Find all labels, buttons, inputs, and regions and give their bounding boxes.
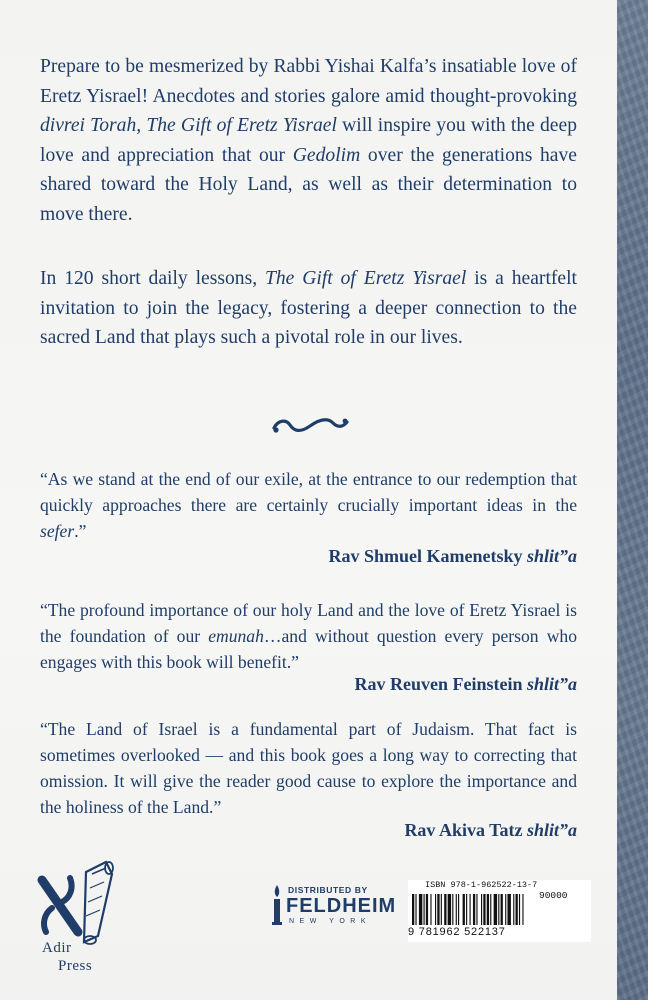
endorser-honorific: shlit”a	[526, 546, 577, 566]
barcode-bar	[522, 894, 523, 925]
endorser-honorific: shlit”a	[526, 674, 577, 694]
endorsement-attribution-2	[354, 672, 577, 696]
barcode-bar	[456, 894, 457, 925]
italic-text-segment: Gedolim	[292, 144, 361, 166]
barcode-bar	[426, 894, 428, 925]
barcode-bar	[448, 894, 451, 925]
text-segment: …and without question every person who engages with this book will benefit.”	[40, 626, 577, 672]
barcode-bar	[412, 894, 414, 925]
barcode-bar	[516, 894, 518, 925]
text-segment: over the generations have shared toward the Holy Land, as well as their determination to move there.	[40, 144, 577, 225]
barcode-bar	[507, 894, 510, 925]
barcode-digits: 9 781962 522137	[408, 926, 506, 938]
text-segment: “The Land of Israel is a fundamental part of Judaism. That fact is sometimes overlooked — and this book goes a long way to correcting that omission. It will give the reader good cause to explore the importance and the holiness of the Land.”	[40, 719, 577, 817]
barcode-bar	[490, 894, 491, 925]
endorsement-quote-3	[40, 716, 577, 820]
endorser-name: Rav Akiva Tatz	[404, 820, 523, 840]
barcode-bar	[463, 894, 465, 925]
endorsement-attribution-3	[404, 818, 577, 842]
isbn-label: ISBN 978-1-962522-13-7	[425, 880, 538, 890]
italic-text-segment: sefer	[40, 521, 75, 541]
italic-text-segment: divrei Torah, The Gift of Eretz Yisrael	[40, 115, 337, 137]
barcode-bar	[415, 894, 416, 925]
feldheim-candle-icon	[270, 883, 284, 927]
barcode-bar	[430, 894, 431, 925]
endorser-honorific: shlit”a	[526, 820, 577, 840]
barcode-bar	[437, 894, 439, 925]
barcode-bar	[473, 894, 475, 925]
barcode-bar	[501, 894, 503, 925]
barcode-bar	[513, 894, 514, 925]
italic-text-segment: emunah	[208, 626, 264, 646]
barcode-bar	[483, 894, 485, 925]
text-segment: “As we stand at the end of our exile, at the entrance to our redemption that quickly approaches there are certainly crucially important ideas in the	[40, 469, 577, 515]
text-segment: is a heartfelt invitation to join the legacy, fostering a deeper connection to the sacred Land that plays such a pivotal role in our lives.	[40, 268, 577, 349]
distributor-logo	[270, 880, 400, 940]
barcode-bar	[487, 894, 489, 925]
barcode-bar	[435, 894, 436, 925]
publisher-name-line-2: Press	[58, 958, 93, 974]
barcode-bar	[505, 894, 506, 925]
blurb-paragraph-2	[40, 264, 577, 353]
distributor-city: NEW YORK	[289, 918, 371, 925]
italic-text-segment: The Gift of Eretz Yisrael	[264, 268, 467, 289]
barcode-bar	[419, 894, 422, 925]
swash-ornament-icon	[270, 411, 350, 439]
text-segment: In 120 short daily lessons,	[40, 268, 265, 289]
barcode-bar	[466, 894, 467, 925]
barcode-bar	[424, 894, 425, 925]
text-segment: will inspire you with the deep love and appreciation that our	[40, 115, 577, 166]
distributor-name: FELDHEIM	[286, 895, 397, 917]
spine-texture-strip	[617, 0, 648, 1000]
text-segment: “The profound importance of our holy Land and the love of Eretz Yisrael is the foundation of our	[40, 600, 577, 646]
text-segment: Prepare to be mesmerized by Rabbi Yishai Kalfa’s insatiable love of Eretz Yisrael! Anecdotes and stories galore amid thought-provoking	[40, 56, 577, 107]
endorsement-quote-2	[40, 597, 577, 675]
barcode-bar	[444, 894, 446, 925]
barcode-bar	[481, 894, 482, 925]
endorser-name: Rav Shmuel Kamenetsky	[328, 546, 523, 566]
barcode-bar	[452, 894, 453, 925]
barcode-bar	[519, 894, 520, 925]
barcode-bar	[458, 894, 459, 925]
endorser-name: Rav Reuven Feinstein	[354, 674, 523, 694]
blurb-paragraph-1	[40, 52, 577, 230]
barcode-bar	[470, 894, 471, 925]
barcode-bar	[494, 894, 497, 925]
endorsement-quote-1	[40, 466, 577, 544]
barcode-bar	[498, 894, 499, 925]
text-segment: .”	[74, 521, 87, 541]
barcode-bar	[441, 894, 442, 925]
publisher-name-line-1: Adir	[42, 940, 72, 956]
endorsement-attribution-1	[328, 544, 577, 568]
distributed-by-label: DISTRIBUTED BY	[288, 885, 368, 895]
barcode-bar	[476, 894, 477, 925]
price-code: 90000	[539, 890, 568, 901]
